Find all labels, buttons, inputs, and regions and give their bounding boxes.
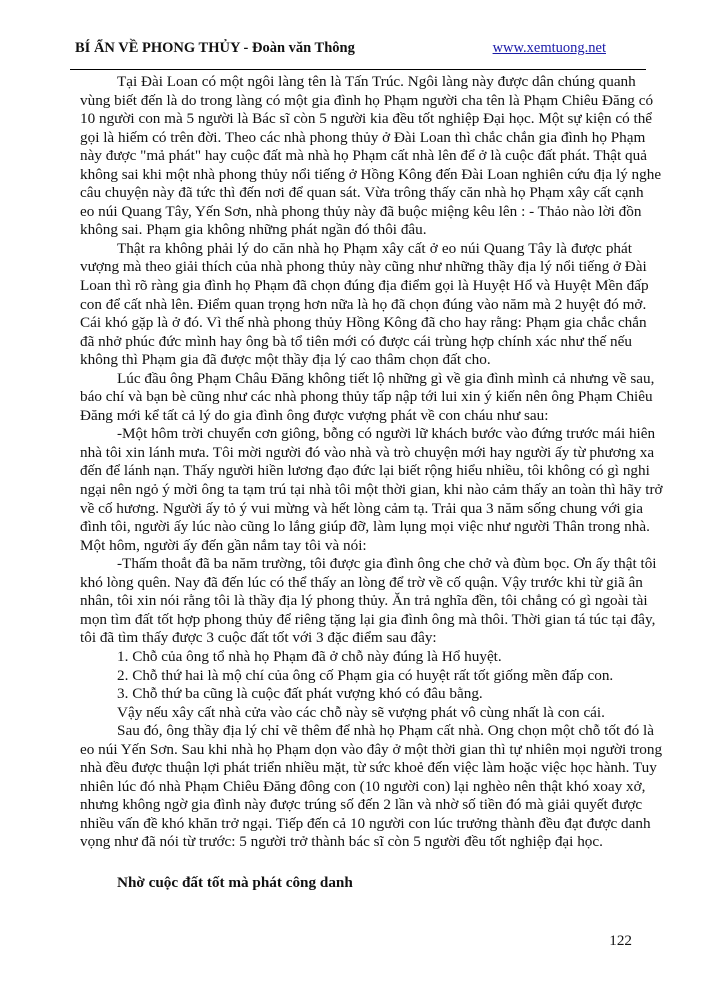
text-line: tôi đã tìm thấy được 3 cuộc đất tốt với 3 đặc điểm sau đây:	[80, 629, 437, 647]
text-line: eo núi Quang Tây, Yến Sơn, nhà phong thủy này đã buộc miệng kêu lên : - Thảo nào lời đồn	[80, 202, 642, 220]
text-line: nhân, tôi xin nói rằng tôi là thầy địa lý phong thủy. Ăn trả nghĩa đền, tôi chẳng có gì ngoài tài	[80, 592, 648, 610]
text-line: nhiên lúc đó nhà Phạm Chiêu Đăng đông con (10 người con) lại nghèo nên thật khó xoay xở,	[80, 777, 646, 795]
text-line: nhà đều được thuận lợi phát triển nhiều mặt, từ sức khoẻ đến việc làm hoặc việc học hành. Tuy	[80, 759, 657, 777]
text-line: khó lòng quên. Nay đã đến lúc có thể thấy an lòng để trờ về cố quận. Vậy trước khi từ giã ân	[80, 573, 643, 591]
text-line: vượng mà theo giải thích của nhà phong thủy này cũng như những thầy địa lý nổi tiếng ở Đài	[80, 258, 647, 276]
text-line: Tại Đài Loan có một ngôi làng tên là Tấn Trúc. Ngôi làng này được dân chúng quanh	[117, 73, 636, 90]
paragraph	[80, 704, 632, 723]
document-body	[80, 73, 663, 852]
page-header	[70, 40, 646, 62]
paragraph	[80, 555, 657, 648]
text-line: đình tôi, người ấy lúc nào cũng lo lắng giúp đỡ, làm lụng mọi việc như người Thân trong nhà.	[80, 518, 650, 536]
text-line: Thật ra không phải lý do căn nhà họ Phạm xây cất ở eo núi Quang Tây là được phát	[117, 239, 632, 257]
text-line: không sai. Phạm gia không những phát ngần đó thôi đâu.	[80, 221, 427, 239]
text-line: về cố hương. Người ấy tỏ ý vui mừng và hết lòng cảm tạ. Trải qua 3 năm sống chung với gia	[80, 499, 643, 517]
text-line: nhưng không ngờ gia đình này được trúng số đến 2 lần và nhờ số tiền đó mà giải quyết được	[80, 796, 643, 814]
text-line: 2. Chỗ thứ hai là mộ chí của ông cố Phạm gia có huyệt rất tốt giống mền đấp con.	[117, 666, 614, 684]
text-line: báo chí và bạn bè cũng như các nhà phong thủy tấp nập tới lui xin ý kiến nên ông Phạm Chiêu	[80, 388, 653, 406]
text-line: Loan thì rõ ràng gia đình họ Phạm đã chọn đúng địa điểm gọi là Huyệt Hổ và Huyệt Mền đấp	[80, 277, 649, 295]
paragraph	[80, 73, 662, 240]
page-number: 122	[609, 932, 632, 949]
text-line: 3. Chỗ thứ ba cũng là cuộc đất phát vượng khó có đâu bằng.	[117, 685, 483, 703]
text-line: nhiều vấn đề khó khăn trở ngại. Tiếp đến cả 10 người con lúc trưởng thành đều đạt được danh	[80, 814, 651, 832]
text-line: Vậy nếu xây cất nhà cửa vào các chỗ này sẽ vượng phát vô cùng nhất là con cái.	[117, 703, 605, 721]
text-line: câu chuyện này đã tức thì đến nơi để quan sát. Vừa trông thấy căn nhà họ Phạm xây cất cạnh	[80, 184, 644, 202]
paragraph	[80, 239, 649, 370]
paragraph	[80, 722, 663, 852]
text-line: không thì Phạm gia đã được một thầy địa lý cao thâm chọn đất cho.	[80, 351, 491, 369]
paragraph	[80, 425, 663, 555]
text-line: 1. Chỗ của ông tổ nhà họ Phạm đã ở chỗ này đúng là Hổ huyệt.	[117, 647, 502, 665]
text-line: vọng như đã nói từ trước: 5 người trở thành bác sĩ còn 5 người đều tốt nghiệp đại học.	[80, 833, 603, 851]
text-line: mọn tìm đất tốt hợp phong thủy để riêng tặng lại gia đình ông mà thôi. Thời gian tá túc tại đây,	[80, 610, 656, 628]
text-line: -Thấm thoắt đã ba năm trường, tôi được gia đình ông che chở và đùm bọc. Ơn ấy thật tôi	[117, 555, 657, 573]
text-line: 10 người con mà 5 người là Bác sĩ còn 5 người kia đều tốt nghiệp Đại học. Một sự kiện có thể	[80, 110, 653, 128]
text-line: gọi là hiếm có trên đời. Theo các nhà phong thủy ở Đài Loan thì chắc chắn gia đình họ Phạm	[80, 128, 646, 146]
text-line: đã nhở phúc đức mình hay ông bà tổ tiên mới có được cái trùng hợp chính xác như thế nếu	[80, 332, 632, 350]
header-website-link[interactable]: www.xemtuong.net	[492, 40, 606, 56]
paragraph	[80, 369, 655, 426]
text-line: Một hôm, người ấy đến gần nắm tay tôi và nói:	[80, 536, 367, 554]
text-line: con để cất nhà lên. Điểm quan trọng hơn nữa là họ đã chọn đúng vào năm mà 2 huyệt đó mở.	[80, 295, 647, 313]
text-line: Sau đó, ông thầy địa lý chỉ vẽ thêm để nhà họ Phạm cất nhà. Ong chọn một chỗ tốt đó là	[117, 722, 654, 740]
text-line: đến để lánh nạn. Thấy người hiền lương đạo đức lại biết rộng hiểu nhiều, tôi không có gì nghi	[80, 462, 650, 480]
header-title: BÍ ẨN VỀ PHONG THỦY - Đoàn văn Thông	[75, 40, 355, 56]
paragraph	[80, 685, 632, 704]
text-line: Đăng mới kể tất cả lý do gia đình ông được vượng phát về con cháu như sau:	[80, 406, 549, 424]
text-line: eo núi Yến Sơn. Sau khi nhà họ Phạm dọn vào đây ở một thời gian thì tự nhiên mọi người trong	[80, 740, 663, 758]
text-line: nhà tôi xin lánh mưa. Tôi mời người đó vào nhà và trò chuyện mới hay người ấy từ phương xa	[80, 443, 655, 461]
header-divider	[70, 69, 646, 70]
text-line: không sai khi một nhà phong thủy nổi tiếng ở Hồng Kông đến Đài Loan nghiên cứu địa lý nghe	[80, 165, 662, 183]
section-heading: Nhờ cuộc đất tốt mà phát công danh	[117, 874, 353, 891]
text-line: -Một hôm trời chuyển cơn giông, bỗng có người lữ khách bước vào đứng trước mái hiên	[117, 425, 656, 443]
text-line: Cái khó gặp là ở đó. Vì thế nhà phong thủy Hồng Kông đã cho hay rằng: Phạm gia chắc chắn	[80, 314, 647, 332]
paragraph	[80, 648, 632, 667]
text-line: này được "mả phát" hay cuộc đất mà nhà họ Phạm cất nhà lên để ở là cuộc đất phát. Thật quả	[80, 147, 647, 165]
text-line: Lúc đầu ông Phạm Châu Đăng không tiết lộ những gì về gia đình mình cả nhưng về sau,	[117, 369, 655, 387]
text-line: vùng biết đến là do trong làng có một gia đình họ Phạm người cha tên là Phạm Chiêu Đăng có	[80, 91, 654, 109]
paragraph	[80, 667, 632, 686]
text-line: ngại nên ngỏ ý mời ông ta tạm trú tại nhà tôi một thời gian, khi nào cảm thấy an toàn thì hãy trở	[80, 481, 663, 499]
